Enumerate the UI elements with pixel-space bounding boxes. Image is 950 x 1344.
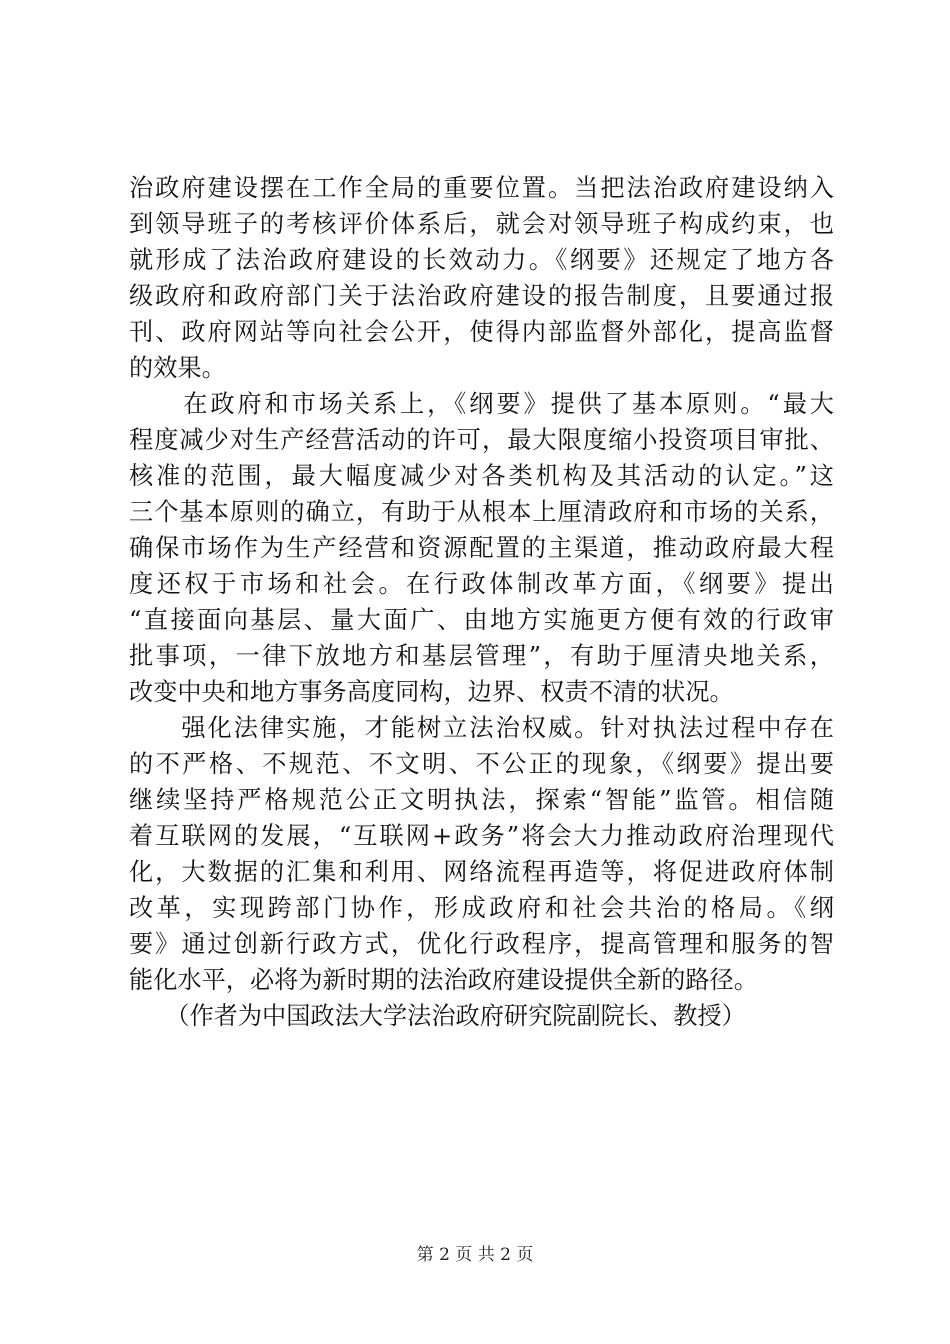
text-line: （作者为中国政法大学法治政府研究院副院长、教授）	[129, 1002, 746, 1030]
text-line: 继续坚持严格规范公正文明执法，探索“智能”监管。相信随	[129, 786, 834, 814]
text-line: 治政府建设摆在工作全局的重要位置。当把法治政府建设纳入	[129, 174, 834, 202]
text-line: 三个基本原则的确立，有助于从根本上厘清政府和市场的关系，	[129, 498, 834, 526]
text-line: 程度减少对生产经营活动的许可，最大限度缩小投资项目审批、	[129, 426, 834, 454]
text-line: 刊、政府网站等向社会公开，使得内部监督外部化，提高监督	[129, 318, 834, 346]
text-line: “直接面向基层、量大面广、由地方实施更方便有效的行政审	[129, 606, 834, 634]
text-line: 批事项，一律下放地方和基层管理”，有助于厘清央地关系，	[129, 642, 834, 670]
text-line: 化，大数据的汇集和利用、网络流程再造等，将促进政府体制	[129, 858, 834, 886]
text-line: 的效果。	[129, 354, 226, 382]
text-line: 要》通过创新行政方式，优化行政程序，提高管理和服务的智	[129, 930, 834, 958]
text-line: 着互联网的发展，“互联网+政务”将会大力推动政府治理现代	[129, 822, 834, 850]
text-line: 确保市场作为生产经营和资源配置的主渠道，推动政府最大程	[129, 534, 834, 562]
text-line: 级政府和政府部门关于法治政府建设的报告制度，且要通过报	[129, 282, 834, 310]
page-footer: 第 2 页 共 2 页	[416, 1245, 534, 1265]
text-line: 到领导班子的考核评价体系后，就会对领导班子构成约束，也	[129, 210, 834, 238]
text-line: 改革，实现跨部门协作，形成政府和社会共治的格局。《纲	[129, 894, 834, 922]
article-body	[129, 170, 834, 1034]
text-line: 强化法律实施，才能树立法治权威。针对执法过程中存在	[129, 714, 834, 742]
text-line: 能化水平，必将为新时期的法治政府建设提供全新的路径。	[129, 966, 758, 994]
text-line: 度还权于市场和社会。在行政体制改革方面，《纲要》提出	[129, 570, 834, 598]
text-line: 的不严格、不规范、不文明、不公正的现象，《纲要》提出要	[129, 750, 834, 778]
text-line: 核准的范围，最大幅度减少对各类机构及其活动的认定。”这	[129, 462, 834, 490]
text-line: 就形成了法治政府建设的长效动力。《纲要》还规定了地方各	[129, 246, 834, 274]
text-line: 改变中央和地方事务高度同构，边界、权责不清的状况。	[129, 678, 734, 706]
text-line: 在政府和市场关系上，《纲要》提供了基本原则。“最大	[129, 390, 834, 418]
